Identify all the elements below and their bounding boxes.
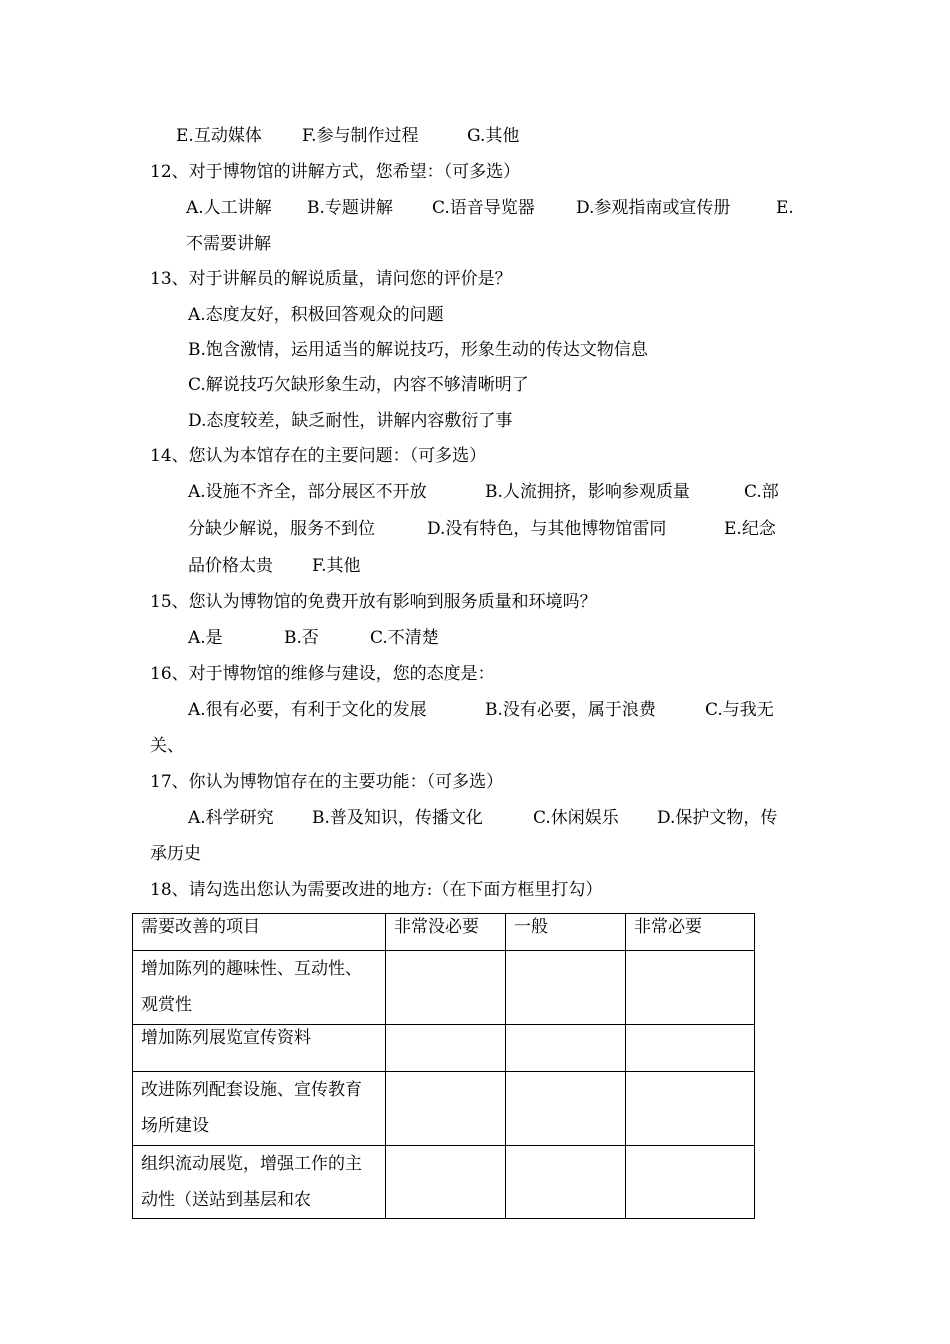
q17-option-d-start: D.保护文物，传 (657, 808, 778, 828)
q14-option-c-start: C.部 (744, 482, 779, 502)
table-row (133, 1146, 755, 1219)
q16-option-b: B.没有必要，属于浪费 (485, 700, 656, 720)
table-row (133, 1025, 755, 1072)
q17-options-line-2: 承历史 (150, 844, 201, 864)
q15-option-c: C.不清楚 (370, 628, 439, 648)
checkbox-cell[interactable] (506, 1146, 626, 1219)
q15-option-b: B.否 (284, 628, 319, 648)
q14-option-d: D.没有特色，与其他博物馆雷同 (427, 519, 667, 539)
row-item: 增加陈列展览宣传资料 (133, 1025, 386, 1072)
q17-option-a: A.科学研究 (188, 808, 274, 828)
header-item: 需要改善的项目 (133, 914, 386, 951)
improvement-table (132, 913, 755, 1219)
q14-option-c-end: 分缺少解说，服务不到位 (188, 519, 375, 539)
checkbox-cell[interactable] (386, 1146, 506, 1219)
q13-option-c: C.解说技巧欠缺形象生动，内容不够清晰明了 (188, 375, 529, 395)
row-item: 改进陈列配套设施、宣传教育场所建设 (133, 1072, 386, 1146)
q12-option-a: A.人工讲解 (186, 198, 272, 218)
q14-option-a: A.设施不齐全，部分展区不开放 (188, 482, 427, 502)
question-14: 14、您认为本馆存在的主要问题：（可多选） (150, 446, 487, 466)
q11-option-g: G.其他 (467, 126, 520, 146)
q11-option-e: E.互动媒体 (176, 126, 262, 146)
checkbox-cell[interactable] (506, 1072, 626, 1146)
q14-option-e-end: 品价格太贵 (188, 556, 273, 576)
checkbox-cell[interactable] (506, 1025, 626, 1072)
question-17: 17、你认为博物馆存在的主要功能：（可多选） (150, 772, 504, 792)
q12-option-c: C.语音导览器 (432, 198, 535, 218)
q14-option-e-start: E.纪念 (724, 519, 776, 539)
q16-options-line-2: 关、 (150, 736, 184, 756)
checkbox-cell[interactable] (506, 951, 626, 1025)
checkbox-cell[interactable] (626, 1025, 755, 1072)
q12-option-d: D.参观指南或宣传册 (576, 198, 731, 218)
q13-option-a: A.态度友好，积极回答观众的问题 (188, 305, 444, 325)
checkbox-cell[interactable] (626, 1146, 755, 1219)
question-15: 15、您认为博物馆的免费开放有影响到服务质量和环境吗？ (150, 592, 597, 612)
q13-option-d: D.态度较差，缺乏耐性，讲解内容敷衍了事 (188, 411, 513, 431)
checkbox-cell[interactable] (386, 1072, 506, 1146)
header-unnecessary: 非常没必要 (386, 914, 506, 951)
checkbox-cell[interactable] (386, 951, 506, 1025)
question-16: 16、对于博物馆的维修与建设，您的态度是： (150, 664, 495, 684)
q16-option-c-start: C.与我无 (705, 700, 774, 720)
table-header-row (133, 914, 755, 951)
q17-option-c: C.休闲娱乐 (533, 808, 619, 828)
row-item: 增加陈列的趣味性、互动性、观赏性 (133, 951, 386, 1025)
question-18: 18、请勾选出您认为需要改进的地方:（在下面方框里打勾） (150, 880, 603, 900)
q12-option-b: B.专题讲解 (307, 198, 393, 218)
q15-option-a: A.是 (188, 628, 223, 648)
checkbox-cell[interactable] (386, 1025, 506, 1072)
q14-option-f: F.其他 (312, 556, 361, 576)
table-row (133, 1072, 755, 1146)
q11-option-f: F.参与制作过程 (302, 126, 419, 146)
table-row (133, 951, 755, 1025)
row-item: 组织流动展览，增强工作的主动性（送站到基层和农 (133, 1146, 386, 1219)
header-neutral: 一般 (506, 914, 626, 951)
q13-option-b: B.饱含激情，运用适当的解说技巧，形象生动的传达文物信息 (188, 340, 648, 360)
q12-options-line-2: 不需要讲解 (186, 234, 271, 254)
q16-option-a: A.很有必要，有利于文化的发展 (188, 700, 427, 720)
checkbox-cell[interactable] (626, 1072, 755, 1146)
header-necessary: 非常必要 (626, 914, 755, 951)
q14-option-b: B.人流拥挤，影响参观质量 (485, 482, 690, 502)
q12-option-e-prefix: E. (776, 198, 794, 218)
question-12: 12、对于博物馆的讲解方式，您希望：（可多选） (150, 162, 521, 182)
question-13: 13、对于讲解员的解说质量，请问您的评价是？ (150, 269, 512, 289)
q17-option-b: B.普及知识，传播文化 (312, 808, 483, 828)
checkbox-cell[interactable] (626, 951, 755, 1025)
